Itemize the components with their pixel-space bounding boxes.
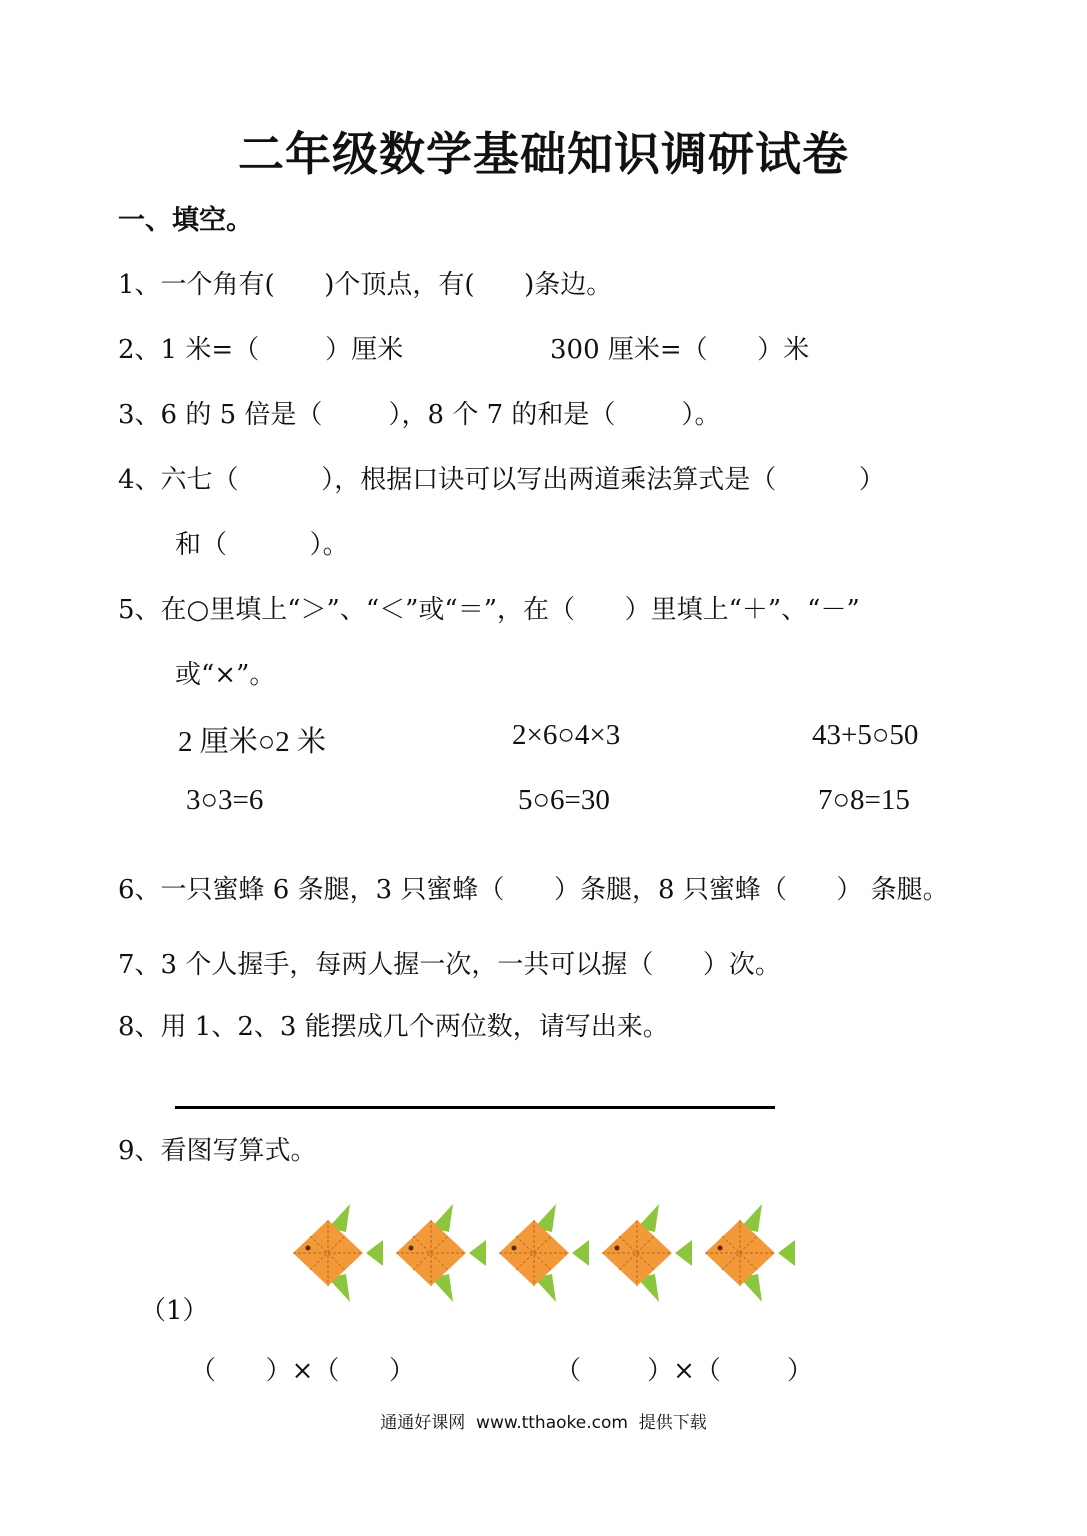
fish-icon	[288, 1198, 388, 1308]
question-9: 9、看图写算式。	[118, 1136, 317, 1166]
question-4: 4、六七（ ），根据口诀可以写出两道乘法算式是（ ）	[118, 465, 885, 495]
question-5: 5、在○里填上“＞”、“＜”或“＝”，在（ ）里填上“＋”、“－”	[118, 595, 860, 625]
operator-expression: 5○6=30	[518, 784, 610, 816]
question-8: 8、用 1、2、3 能摆成几个两位数，请写出来。	[118, 1012, 669, 1042]
operator-expression: 7○8=15	[818, 784, 910, 816]
question-7: 7、3 个人握手，每两人握一次，一共可以握（ ）次。	[118, 950, 781, 980]
question-3: 3、6 的 5 倍是（ ），8 个 7 的和是（ ）。	[118, 400, 721, 430]
operator-expression: 3○3=6	[186, 784, 264, 816]
question-2-part-b: 300 厘米=（ ）米	[550, 335, 810, 365]
compare-expression: 43+5○50	[812, 719, 919, 751]
fish-picture-row	[288, 1198, 798, 1308]
question-2-part-a: 2、1 米=（ ）厘米	[118, 335, 404, 365]
multiplication-blank-b: （ ）×（ ）	[555, 1356, 814, 1386]
answer-line	[175, 1106, 775, 1109]
question-9-sub-1: （1）	[140, 1296, 209, 1326]
fish-icon	[597, 1198, 697, 1308]
section-heading-fill-in: 一、填空。	[118, 205, 253, 236]
question-1: 1、一个角有( )个顶点，有( )条边。	[118, 270, 613, 300]
page-title: 二年级数学基础知识调研试卷	[238, 127, 849, 181]
multiplication-blank-a: （ ）×（ ）	[190, 1356, 415, 1386]
fish-icon	[494, 1198, 594, 1308]
fish-icon	[700, 1198, 800, 1308]
compare-expression: 2 厘米○2 米	[178, 726, 327, 758]
footer-credit: 通通好课网 www.tthaoke.com 提供下载	[380, 1413, 707, 1433]
fish-icon	[391, 1198, 491, 1308]
question-5-continuation: 或“×”。	[175, 660, 276, 690]
question-4-continuation: 和（ ）。	[175, 530, 349, 560]
question-6: 6、一只蜜蜂 6 条腿，3 只蜜蜂（ ）条腿，8 只蜜蜂（ ） 条腿。	[118, 875, 949, 905]
compare-expression: 2×6○4×3	[512, 719, 621, 751]
